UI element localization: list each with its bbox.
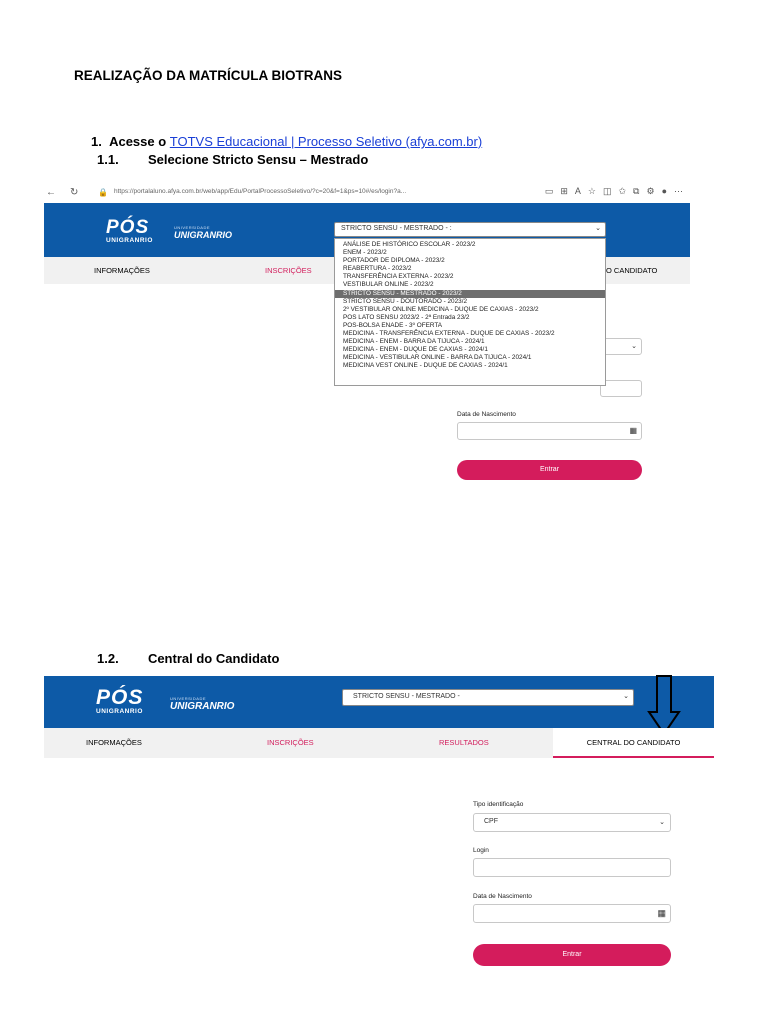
id-type-select[interactable]	[600, 338, 642, 355]
calendar-icon[interactable]: ▦	[657, 908, 666, 918]
favorite-icon[interactable]: ☆	[587, 186, 603, 196]
process-options-list	[334, 238, 606, 386]
step-1-1-number: 1.1.	[97, 152, 119, 167]
id-type-value: CPF	[484, 818, 498, 825]
tab-central-candidato-label: CENTRAL DO CANDIDATO	[586, 738, 681, 747]
browser-toolbar	[44, 184, 690, 202]
enter-button[interactable]: Entrar	[473, 944, 671, 966]
step-1-2-number: 1.2.	[97, 651, 119, 666]
reader-icon[interactable]: ▭	[544, 186, 561, 196]
step-1	[91, 134, 482, 149]
login-field[interactable]	[600, 380, 642, 397]
birth-date-label: Data de Nascimento	[473, 893, 532, 900]
id-type-select[interactable]	[473, 813, 671, 832]
split-icon[interactable]: ◫	[602, 186, 619, 196]
step-1-1	[97, 152, 368, 167]
profile-icon[interactable]: ●	[661, 186, 674, 196]
refresh-icon[interactable]: ↻	[70, 187, 79, 198]
birth-date-label: Data de Nascimento	[457, 411, 516, 418]
process-option[interactable]: STRICTO SENSU - MESTRADO - 2023/2	[335, 290, 605, 298]
process-option[interactable]: STRICTO SENSU - DOUTORADO - 2023/2	[343, 297, 468, 305]
address-bar[interactable]: https://portalaluno.afya.com.br/web/app/Edu/PortalProcessoSeletivo/?c=20&f=1&ps=10#/es/login?a...	[114, 188, 407, 195]
totvs-link[interactable]: TOTVS Educacional | Processo Seletivo (afya.com.br)	[169, 134, 483, 149]
tab-resultados[interactable]: RESULTADOS	[439, 738, 489, 747]
process-option[interactable]: MEDICINA - VESTIBULAR ONLINE - BARRA DA TIJUCA - 2024/1	[343, 354, 532, 362]
more-icon[interactable]: ⋯	[674, 186, 690, 196]
process-option[interactable]: POS-BOLSA ENADE - 3º OFERTA	[343, 321, 443, 329]
process-option[interactable]: POS LATO SENSU 2023/2 - 2ª Entrada 23/2	[343, 313, 470, 321]
calendar-icon[interactable]: ▦	[629, 426, 637, 435]
tab-informacoes[interactable]: INFORMAÇÕES	[86, 738, 142, 747]
pos-logo: PÓS UNIGRANRIO	[106, 217, 153, 244]
pos-logo: PÓS UNIGRANRIO	[96, 686, 144, 715]
process-option[interactable]: MEDICINA - TRANSFERÊNCIA EXTERNA - DUQUE DE CAXIAS - 2023/2	[343, 330, 555, 338]
process-option[interactable]: MEDICINA - ENEM - BARRA DA TIJUCA - 2024/1	[343, 338, 485, 346]
login-field[interactable]	[473, 858, 671, 877]
document-title: REALIZAÇÃO DA MATRÍCULA BIOTRANS	[74, 68, 342, 83]
arrow-left-icon[interactable]: ←	[46, 187, 56, 198]
extensions-icon[interactable]: ⚙	[646, 186, 662, 196]
read-aloud-icon[interactable]: A	[574, 186, 588, 196]
chevron-down-icon: ⌄	[623, 693, 629, 700]
process-select[interactable]: STRICTO SENSU - MESTRADO - : ⌄	[334, 222, 606, 237]
process-option[interactable]: MEDICINA VEST ONLINE - DUQUE DE CAXIAS - 2024/1	[343, 362, 508, 370]
process-option[interactable]: VESTIBULAR ONLINE - 2023/2	[343, 281, 434, 289]
unigranrio-logo: UNIVERSIDADE UNIGRANRIO	[174, 225, 232, 240]
step-1-1-text: Selecione Stricto Sensu – Mestrado	[147, 152, 369, 167]
process-option[interactable]: REABERTURA - 2023/2	[343, 265, 412, 273]
tab-inscricoes[interactable]: INSCRIÇÕES	[267, 738, 314, 747]
chevron-down-icon: ⌄	[659, 819, 665, 826]
enter-button[interactable]: Entrar	[457, 460, 642, 480]
unigranrio-logo: UNIVERSIDADE UNIGRANRIO	[170, 696, 235, 712]
login-label: Login	[473, 847, 489, 854]
process-select[interactable]: STRICTO SENSU - MESTRADO - ⌄	[342, 689, 634, 706]
id-type-label: Tipo identificação	[473, 801, 524, 808]
step-1-number: 1.	[91, 134, 102, 149]
step-1-2	[97, 651, 279, 666]
process-option[interactable]: TRANSFERÊNCIA EXTERNA - 2023/2	[343, 273, 454, 281]
portal-header-2	[44, 676, 714, 728]
process-option[interactable]: 2º VESTIBULAR ONLINE MEDICINA - DUQUE DE CAXIAS - 2023/2	[343, 305, 539, 313]
tab-bar-2	[44, 728, 714, 758]
step-1-text: Acesse o	[109, 134, 167, 149]
lock-icon: 🔒	[98, 188, 108, 197]
process-option[interactable]: MEDICINA - ENEM - DUQUE DE CAXIAS - 2024/1	[343, 346, 488, 354]
browser-toolbar-icons	[545, 186, 690, 197]
chevron-down-icon: ⌄	[595, 225, 601, 232]
chevron-down-icon: ⌄	[631, 343, 637, 350]
tab-central-candidato[interactable]: O CANDIDATO	[606, 266, 658, 275]
process-option[interactable]: ANÁLISE DE HISTÓRICO ESCOLAR - 2023/2	[343, 241, 476, 248]
tab-informacoes[interactable]: INFORMAÇÕES	[94, 266, 150, 275]
collections-icon[interactable]: ⧉	[633, 186, 647, 196]
birth-date-field[interactable]	[457, 422, 642, 440]
birth-date-field[interactable]	[473, 904, 671, 923]
process-option[interactable]: PORTADOR DE DIPLOMA - 2023/2	[343, 257, 445, 265]
favorites-icon[interactable]: ✩	[618, 186, 634, 196]
step-1-2-text: Central do Candidato	[147, 651, 280, 666]
down-arrow-icon	[646, 674, 682, 736]
tab-inscricoes[interactable]: INSCRIÇÕES	[265, 266, 312, 275]
process-option[interactable]: ENEM - 2023/2	[343, 249, 387, 257]
apps-icon[interactable]: ⊞	[560, 186, 575, 196]
tab-central-candidato[interactable]	[553, 728, 714, 758]
